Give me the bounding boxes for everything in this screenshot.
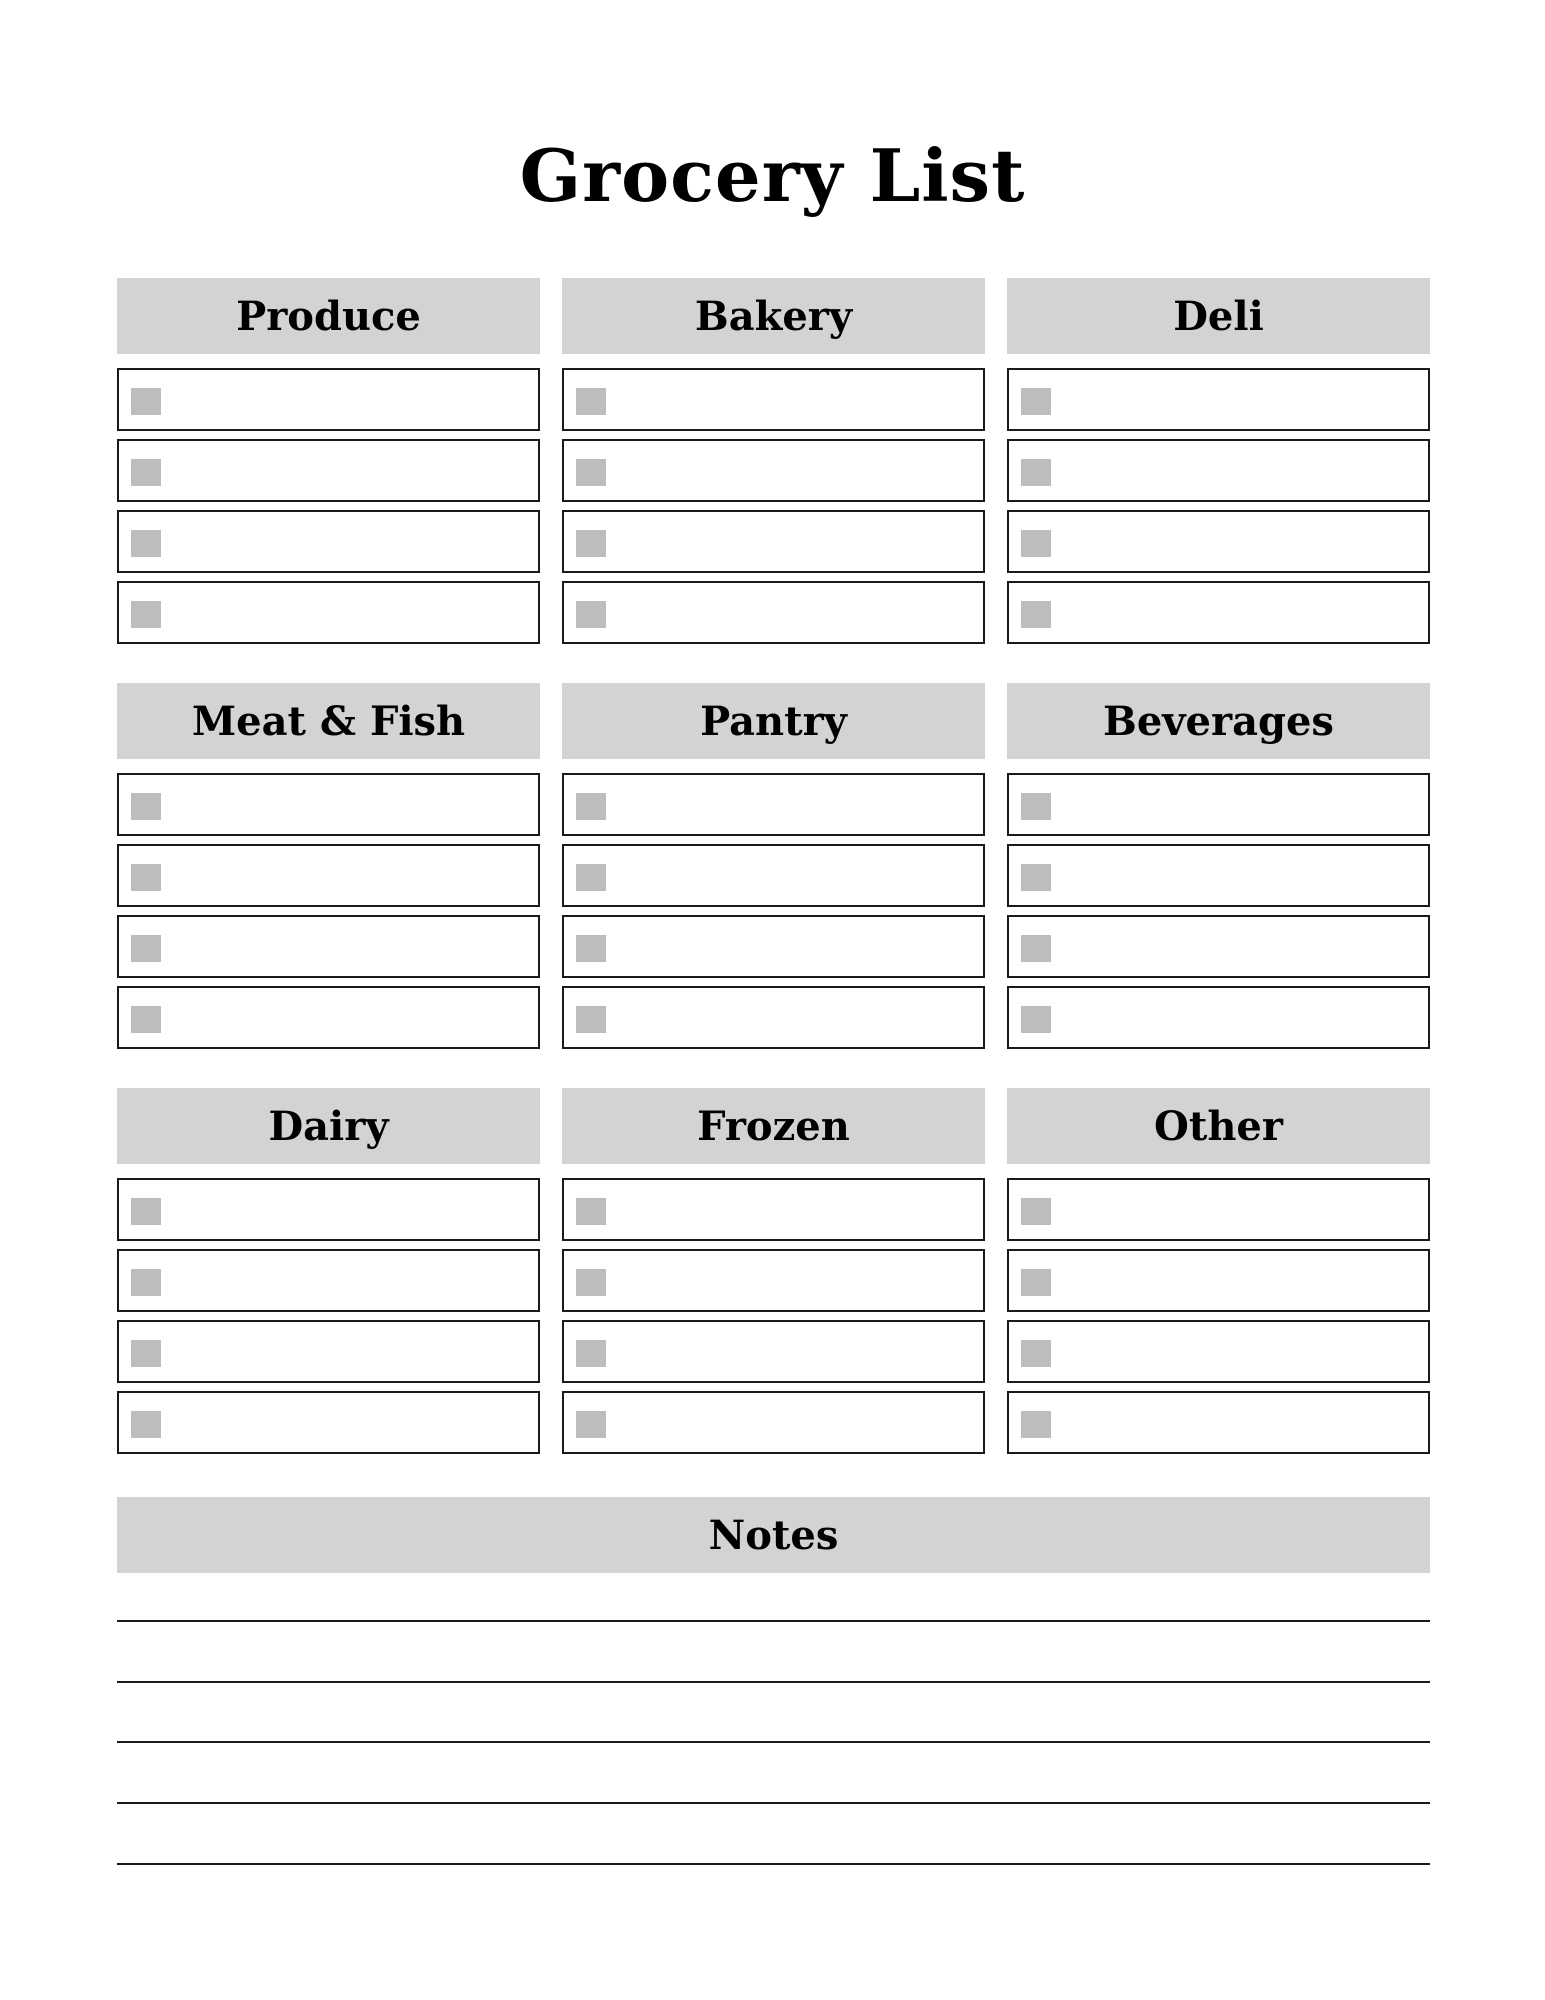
section-meat-fish xyxy=(117,683,540,1057)
list-item[interactable] xyxy=(1007,581,1430,644)
section-other xyxy=(1007,1088,1430,1462)
list-item[interactable] xyxy=(117,915,540,978)
checkbox[interactable] xyxy=(131,1340,161,1367)
list-item[interactable] xyxy=(562,510,985,573)
section-header: Deli xyxy=(1007,278,1430,354)
list-item[interactable] xyxy=(562,986,985,1049)
checkbox[interactable] xyxy=(1021,793,1051,820)
section-header: Dairy xyxy=(117,1088,540,1164)
checkbox[interactable] xyxy=(576,530,606,557)
list-item[interactable] xyxy=(562,439,985,502)
checkbox[interactable] xyxy=(1021,459,1051,486)
list-item[interactable] xyxy=(1007,986,1430,1049)
note-line[interactable] xyxy=(117,1620,1430,1622)
list-item[interactable] xyxy=(117,510,540,573)
list-item[interactable] xyxy=(562,915,985,978)
checkbox[interactable] xyxy=(576,793,606,820)
checkbox[interactable] xyxy=(131,1198,161,1225)
section-header: Meat & Fish xyxy=(117,683,540,759)
note-line[interactable] xyxy=(117,1681,1430,1683)
note-line[interactable] xyxy=(117,1741,1430,1743)
checkbox[interactable] xyxy=(1021,1340,1051,1367)
list-item[interactable] xyxy=(1007,1249,1430,1312)
checkbox[interactable] xyxy=(576,1269,606,1296)
checkbox[interactable] xyxy=(131,530,161,557)
note-line[interactable] xyxy=(117,1802,1430,1804)
list-item[interactable] xyxy=(117,581,540,644)
checkbox[interactable] xyxy=(576,1411,606,1438)
checkbox[interactable] xyxy=(131,459,161,486)
list-item[interactable] xyxy=(562,581,985,644)
section-header: Beverages xyxy=(1007,683,1430,759)
section-beverages xyxy=(1007,683,1430,1057)
checkbox[interactable] xyxy=(576,1006,606,1033)
list-item[interactable] xyxy=(1007,773,1430,836)
list-item[interactable] xyxy=(117,1249,540,1312)
section-header: Bakery xyxy=(562,278,985,354)
list-item[interactable] xyxy=(117,844,540,907)
checkbox[interactable] xyxy=(131,388,161,415)
checkbox[interactable] xyxy=(1021,388,1051,415)
checkbox[interactable] xyxy=(131,601,161,628)
list-item[interactable] xyxy=(1007,510,1430,573)
checkbox[interactable] xyxy=(576,864,606,891)
checkbox[interactable] xyxy=(576,388,606,415)
list-item[interactable] xyxy=(117,773,540,836)
list-item[interactable] xyxy=(117,1320,540,1383)
list-item[interactable] xyxy=(562,1178,985,1241)
checkbox[interactable] xyxy=(1021,1006,1051,1033)
section-header: Produce xyxy=(117,278,540,354)
list-item[interactable] xyxy=(117,1391,540,1454)
section-header: Pantry xyxy=(562,683,985,759)
checkbox[interactable] xyxy=(131,864,161,891)
list-item[interactable] xyxy=(562,773,985,836)
checkbox[interactable] xyxy=(131,793,161,820)
section-deli xyxy=(1007,278,1430,652)
list-item[interactable] xyxy=(117,986,540,1049)
checkbox[interactable] xyxy=(1021,1411,1051,1438)
list-item[interactable] xyxy=(117,368,540,431)
list-item[interactable] xyxy=(562,1391,985,1454)
section-dairy xyxy=(117,1088,540,1462)
list-item[interactable] xyxy=(1007,1178,1430,1241)
list-item[interactable] xyxy=(117,1178,540,1241)
checkbox[interactable] xyxy=(1021,864,1051,891)
checkbox[interactable] xyxy=(131,1006,161,1033)
list-item[interactable] xyxy=(562,1249,985,1312)
checkbox[interactable] xyxy=(1021,935,1051,962)
list-item[interactable] xyxy=(1007,1391,1430,1454)
section-bakery xyxy=(562,278,985,652)
list-item[interactable] xyxy=(1007,915,1430,978)
checkbox[interactable] xyxy=(576,459,606,486)
note-line[interactable] xyxy=(117,1863,1430,1865)
checkbox[interactable] xyxy=(576,935,606,962)
section-frozen xyxy=(562,1088,985,1462)
checkbox[interactable] xyxy=(131,1269,161,1296)
list-item[interactable] xyxy=(1007,439,1430,502)
checkbox[interactable] xyxy=(576,1198,606,1225)
list-item[interactable] xyxy=(562,1320,985,1383)
section-pantry xyxy=(562,683,985,1057)
section-header: Other xyxy=(1007,1088,1430,1164)
list-item[interactable] xyxy=(1007,1320,1430,1383)
checkbox[interactable] xyxy=(576,601,606,628)
checkbox[interactable] xyxy=(131,1411,161,1438)
section-produce xyxy=(117,278,540,652)
notes-header: Notes xyxy=(117,1497,1430,1573)
list-item[interactable] xyxy=(1007,368,1430,431)
checkbox[interactable] xyxy=(1021,1269,1051,1296)
checkbox[interactable] xyxy=(1021,1198,1051,1225)
checkbox[interactable] xyxy=(131,935,161,962)
section-header: Frozen xyxy=(562,1088,985,1164)
list-item[interactable] xyxy=(562,844,985,907)
page-title: Grocery List xyxy=(519,133,1026,218)
list-item[interactable] xyxy=(562,368,985,431)
list-item[interactable] xyxy=(1007,844,1430,907)
checkbox[interactable] xyxy=(1021,601,1051,628)
list-item[interactable] xyxy=(117,439,540,502)
checkbox[interactable] xyxy=(576,1340,606,1367)
checkbox[interactable] xyxy=(1021,530,1051,557)
